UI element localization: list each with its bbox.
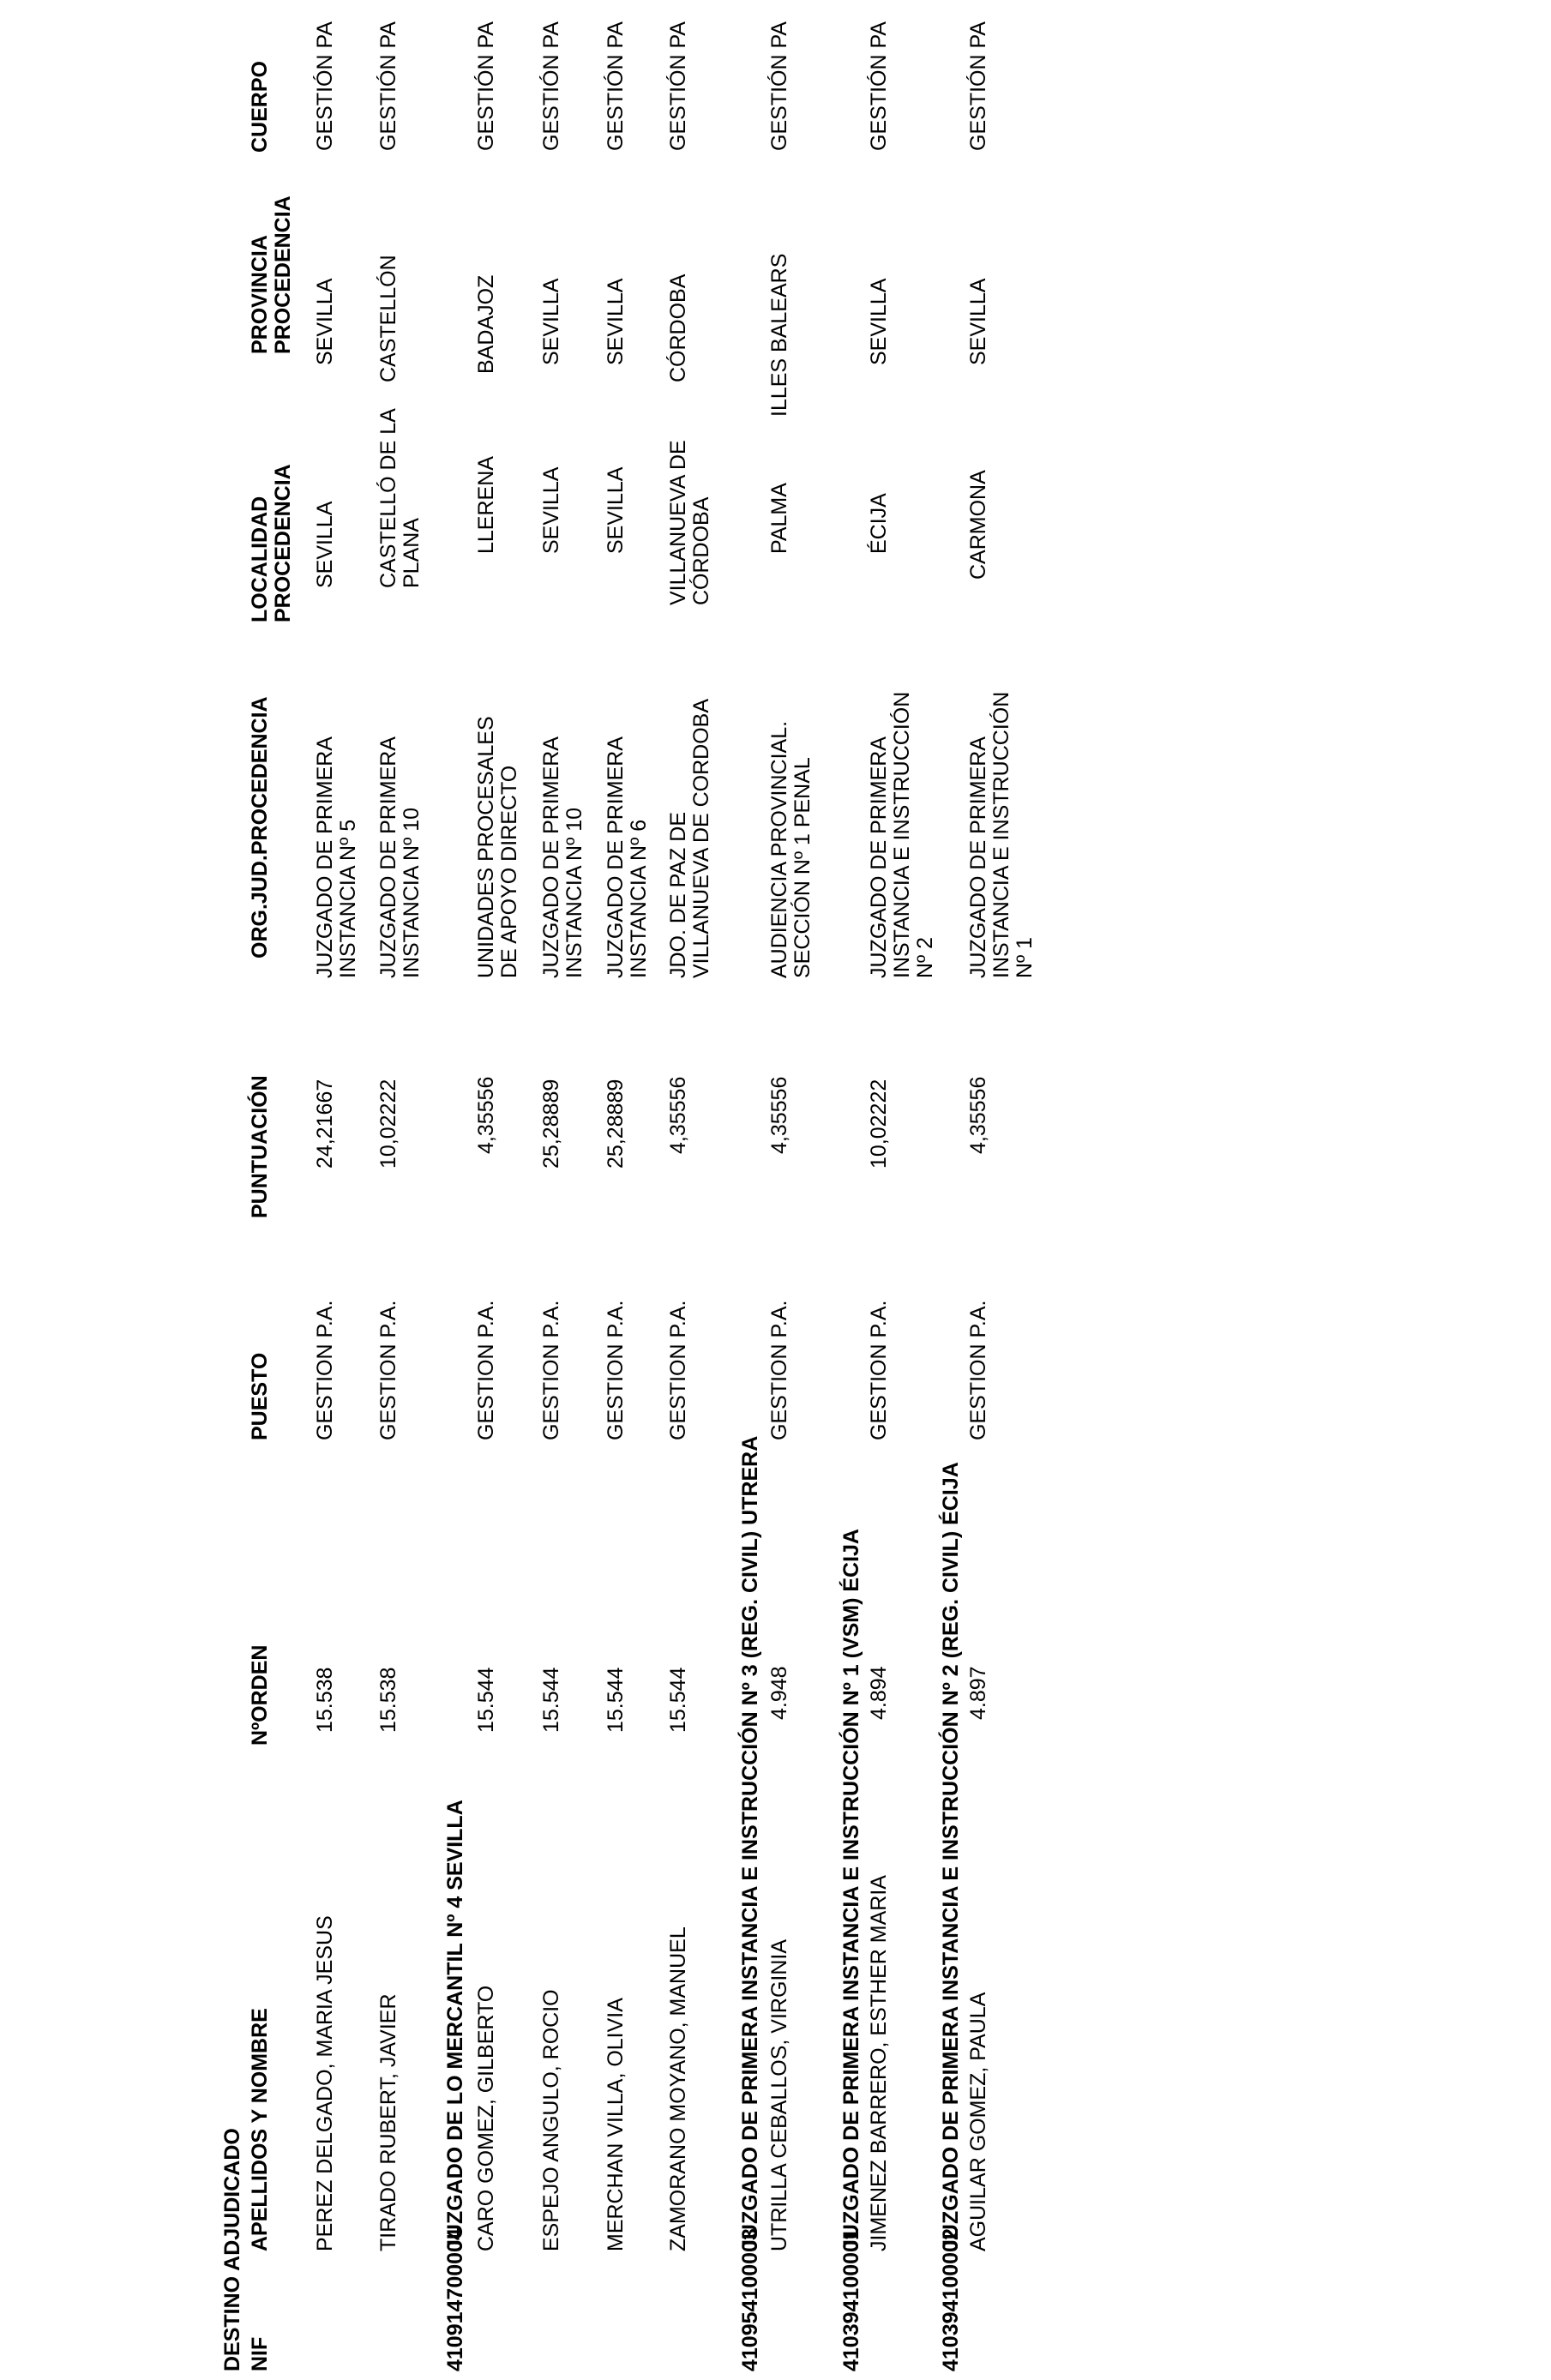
row-6-localidad: VILLANUEVA DE CÓRDOBA [666, 440, 713, 605]
row-4-puntuacion: 25,28889 [539, 1079, 563, 1169]
row-4-provincia: SEVILLA [539, 278, 563, 365]
row-6-puntuacion: 4,35556 [666, 1076, 690, 1154]
row-4-puesto: GESTION P.A. [539, 1300, 563, 1440]
row-3-cuerpo: GESTIÓN PA [474, 21, 498, 151]
row-3-provincia: BADAJOZ [474, 274, 498, 374]
row-12-orden: 4.897 [966, 1666, 990, 1720]
row-8-puesto: GESTION P.A. [767, 1300, 791, 1440]
group-name: JUZGADO DE PRIMERA INSTANCIA E INSTRUCCIÓN Nº 3 (REG. CIVIL) UTRERA [738, 1435, 762, 2251]
col-localidad-header-line1: LOCALIDAD [248, 496, 272, 622]
row-5-cuerpo: GESTIÓN PA [604, 21, 628, 151]
col-cuerpo-header: CUERPO [248, 61, 272, 153]
row-10-org: JUZGADO DE PRIMERA INSTANCIA E INSTRUCCIÓN Nº 2 [867, 691, 937, 978]
row-5-name: MERCHAN VILLA, OLIVIA [604, 1998, 628, 2251]
row-8-org: AUDIENCIA PROVINCIAL. SECCIÓN Nº 1 PENAL [767, 720, 815, 978]
row-12-name: AGUILAR GOMEZ, PAULA [966, 1992, 990, 2251]
row-5-puntuacion: 25,28889 [604, 1079, 628, 1169]
col-provincia-header [249, 195, 295, 354]
row-5-localidad: SEVILLA [604, 466, 628, 554]
group-nif: 410394100002 [939, 2228, 963, 2371]
row-12-localidad: CARMONA [966, 470, 990, 580]
row-5-orden: 15.544 [604, 1667, 628, 1733]
col-provincia-header-line2: PROCEDENCIA [271, 195, 295, 354]
row-1-orden: 15.538 [376, 1667, 400, 1733]
row-6-cuerpo: GESTIÓN PA [666, 21, 690, 151]
row-3-org: UNIDADES PROCESALES DE APOYO DIRECTO [474, 716, 521, 978]
row-10-cuerpo: GESTIÓN PA [867, 21, 891, 151]
row-1-localidad: CASTELLÓ DE LA PLANA [376, 409, 424, 588]
row-8-provincia: ILLES BALEARS [767, 253, 791, 417]
destino-adjudicado-label: DESTINO ADJUDICADO [220, 2128, 244, 2371]
row-0-puesto: GESTION P.A. [313, 1300, 337, 1440]
col-provincia-header-line1: PROVINCIA [248, 235, 272, 354]
row-8-name: UTRILLA CEBALLOS, VIRGINIA [767, 1938, 791, 2251]
row-4-orden: 15.544 [539, 1667, 563, 1733]
row-6-name: ZAMORANO MOYANO, MANUEL [666, 1926, 690, 2251]
row-8-localidad: PALMA [767, 483, 791, 554]
row-12-provincia: SEVILLA [966, 278, 990, 365]
col-norden-header: NºORDEN [248, 1644, 272, 1746]
row-0-puntuacion: 24,21667 [313, 1079, 337, 1169]
col-localidad-header [249, 464, 295, 622]
row-10-name: JIMENEZ BARRERO, ESTHER MARIA [867, 1875, 891, 2251]
row-1-puntuacion: 10,02222 [376, 1079, 400, 1169]
row-3-name: CARO GOMEZ, GILBERTO [474, 1985, 498, 2251]
row-4-localidad: SEVILLA [539, 466, 563, 554]
col-apellidos-header: APELLIDOS Y NOMBRE [248, 2008, 272, 2251]
group-name: JUZGADO DE LO MERCANTIL Nº 4 SEVILLA [443, 1800, 467, 2251]
row-12-puesto: GESTION P.A. [966, 1300, 990, 1440]
row-5-provincia: SEVILLA [604, 278, 628, 365]
row-1-puesto: GESTION P.A. [376, 1300, 400, 1440]
row-12-puntuacion: 4,35556 [966, 1076, 990, 1154]
col-nif-header: NIF [248, 2336, 272, 2371]
col-org-header: ORG.JUD.PROCEDENCIA [248, 696, 272, 959]
row-3-puntuacion: 4,35556 [474, 1076, 498, 1154]
row-12-cuerpo: GESTIÓN PA [966, 21, 990, 151]
row-4-org: JUZGADO DE PRIMERA INSTANCIA Nº 10 [539, 737, 586, 978]
row-0-orden: 15.538 [313, 1667, 337, 1733]
row-1-org: JUZGADO DE PRIMERA INSTANCIA Nº 10 [376, 737, 424, 978]
row-0-name: PEREZ DELGADO, MARIA JESUS [313, 1915, 337, 2251]
row-1-provincia: CASTELLÓN [376, 255, 400, 382]
row-10-provincia: SEVILLA [867, 278, 891, 365]
row-8-cuerpo: GESTIÓN PA [767, 21, 791, 151]
row-0-org: JUZGADO DE PRIMERA INSTANCIA Nº 5 [313, 737, 360, 978]
row-6-org: JDO. DE PAZ DE VILLANUEVA DE CORDOBA [666, 698, 713, 978]
row-10-localidad: ÉCIJA [867, 493, 891, 554]
row-10-puntuacion: 10,02222 [867, 1079, 891, 1169]
row-1-name: TIRADO RUBERT, JAVIER [376, 1993, 400, 2251]
row-1-cuerpo: GESTIÓN PA [376, 21, 400, 151]
group-name: JUZGADO DE PRIMERA INSTANCIA E INSTRUCCIÓN Nº 2 (REG. CIVIL) ÉCIJA [939, 1462, 963, 2251]
row-4-name: ESPEJO ANGULO, ROCIO [539, 1989, 563, 2251]
row-0-localidad: SEVILLA [313, 501, 337, 588]
row-5-puesto: GESTION P.A. [604, 1300, 628, 1440]
row-8-puntuacion: 4,35556 [767, 1076, 791, 1154]
row-10-puesto: GESTION P.A. [867, 1300, 891, 1440]
row-3-orden: 15.544 [474, 1667, 498, 1733]
row-0-cuerpo: GESTIÓN PA [313, 21, 337, 151]
row-10-orden: 4.894 [867, 1666, 891, 1720]
row-3-localidad: LLERENA [474, 456, 498, 554]
group-nif: 410954100003 [738, 2228, 762, 2371]
row-4-cuerpo: GESTIÓN PA [539, 21, 563, 151]
group-nif: 410914700004 [443, 2228, 467, 2371]
row-6-orden: 15.544 [666, 1667, 690, 1733]
col-puntuacion-header: PUNTUACIÓN [248, 1075, 272, 1218]
row-8-orden: 4.948 [767, 1666, 791, 1720]
group-name: JUZGADO DE PRIMERA INSTANCIA E INSTRUCCIÓN Nº 1 (VSM) ÉCIJA [839, 1529, 863, 2251]
col-puesto-header: PUESTO [248, 1352, 272, 1440]
row-12-org: JUZGADO DE PRIMERA INSTANCIA E INSTRUCCIÓN Nº 1 [966, 691, 1037, 978]
row-3-puesto: GESTION P.A. [474, 1300, 498, 1440]
row-0-provincia: SEVILLA [313, 278, 337, 365]
row-6-provincia: CÓRDOBA [666, 273, 690, 382]
row-6-puesto: GESTION P.A. [666, 1300, 690, 1440]
col-localidad-header-line2: PROCEDENCIA [271, 464, 295, 622]
group-nif: 410394100001 [839, 2228, 863, 2371]
row-5-org: JUZGADO DE PRIMERA INSTANCIA Nº 6 [604, 737, 651, 978]
